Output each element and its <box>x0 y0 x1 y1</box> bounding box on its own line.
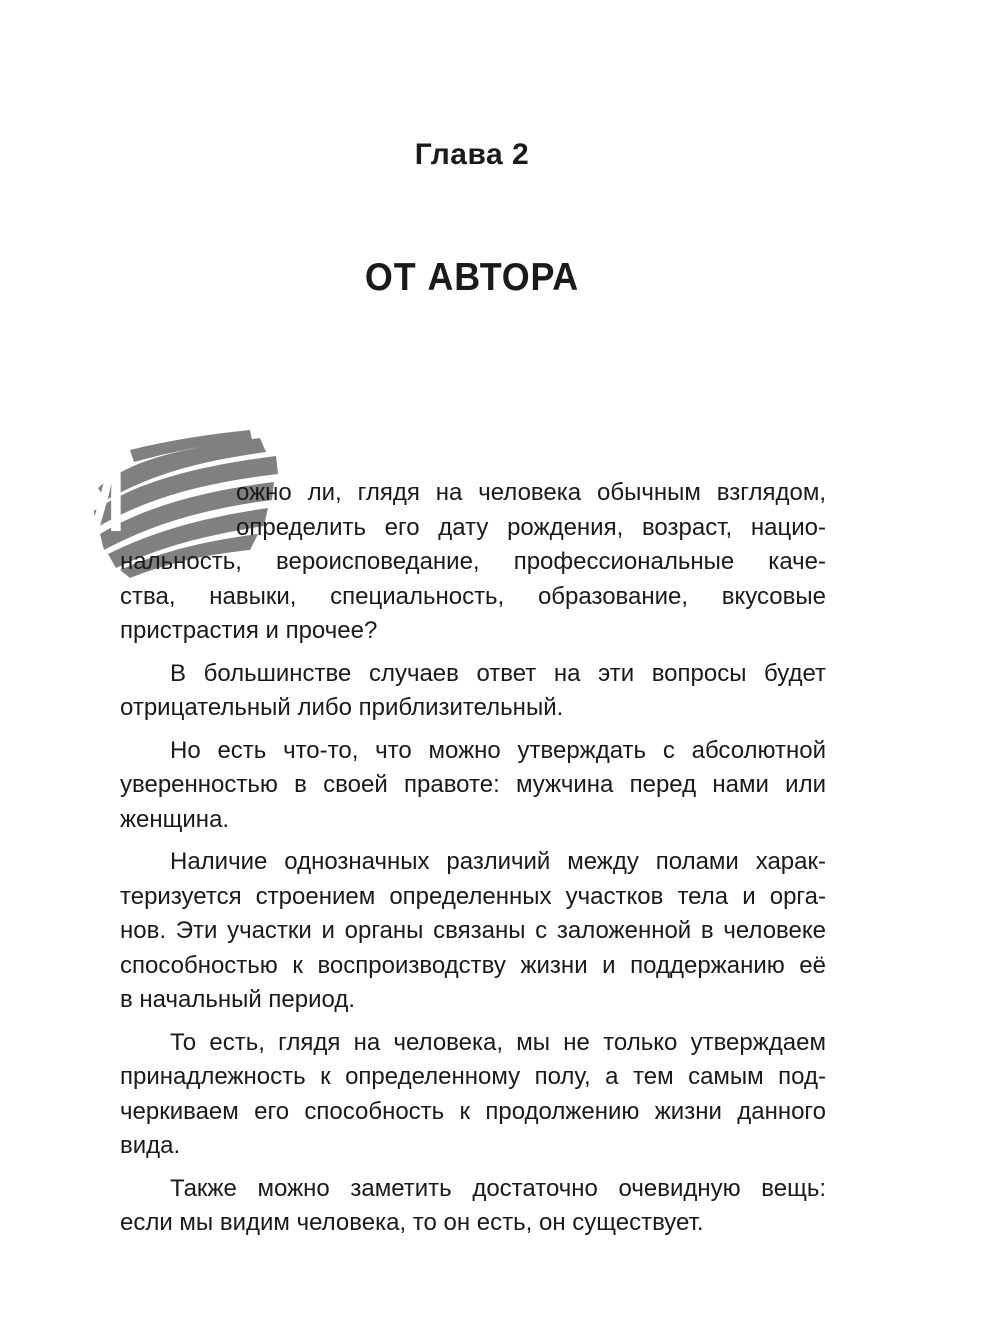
paragraph-3 <box>120 734 826 838</box>
paragraph-2 <box>120 657 826 726</box>
text-line: уверенностью в своей правоте: мужчина перед нами или <box>120 771 826 798</box>
body-text <box>120 476 826 1241</box>
paragraph-5 <box>120 1026 826 1164</box>
text-line: Также можно заметить достаточно очевидную вещь: <box>170 1174 826 1202</box>
text-line: То есть, глядя на человека, мы не только утверждаем <box>170 1028 826 1056</box>
text-line: теризуется строением определенных участков тела и орга- <box>120 882 826 910</box>
paragraph-6 <box>120 1172 826 1241</box>
text-line: ожно ли, глядя на человека обычным взглядом, <box>236 479 826 506</box>
text-line: отрицательный либо приблизительный. <box>120 694 564 721</box>
text-line: способностью к воспроизводству жизни и поддержанию её <box>120 951 826 979</box>
chapter-label: Глава 2 <box>414 138 530 171</box>
paragraph-4 <box>120 845 826 1018</box>
chapter-title: ОТ АВТОРА <box>364 256 580 299</box>
text-line: ства, навыки, специальность, образование, вкусовые <box>120 582 826 610</box>
text-line: Наличие однозначных различий между полами харак- <box>170 848 826 875</box>
text-line: черкиваем его способность к продолжению жизни данного <box>120 1097 826 1125</box>
text-line: в начальный период. <box>120 986 356 1013</box>
paragraph-1 <box>120 476 826 649</box>
text-line: нальность, вероисповедание, профессиональные каче- <box>120 548 826 575</box>
text-line: пристрастия и прочее? <box>120 617 378 644</box>
dropcap-letter: М <box>64 455 126 549</box>
text-line: женщина. <box>120 805 230 833</box>
text-line: Но есть что-то, что можно утверждать с абсолютной <box>170 736 826 764</box>
text-line: В большинстве случаев ответ на эти вопросы будет <box>170 659 826 687</box>
text-line: нов. Эти участки и органы связаны с заложенной в человеке <box>120 917 826 944</box>
text-line: если мы видим человека, то он есть, он существует. <box>120 1209 704 1236</box>
text-line: принадлежность к определенному полу, а тем самым под- <box>120 1063 826 1090</box>
text-line: определить его дату рождения, возраст, нацио- <box>236 513 826 541</box>
text-line: вида. <box>120 1132 181 1159</box>
